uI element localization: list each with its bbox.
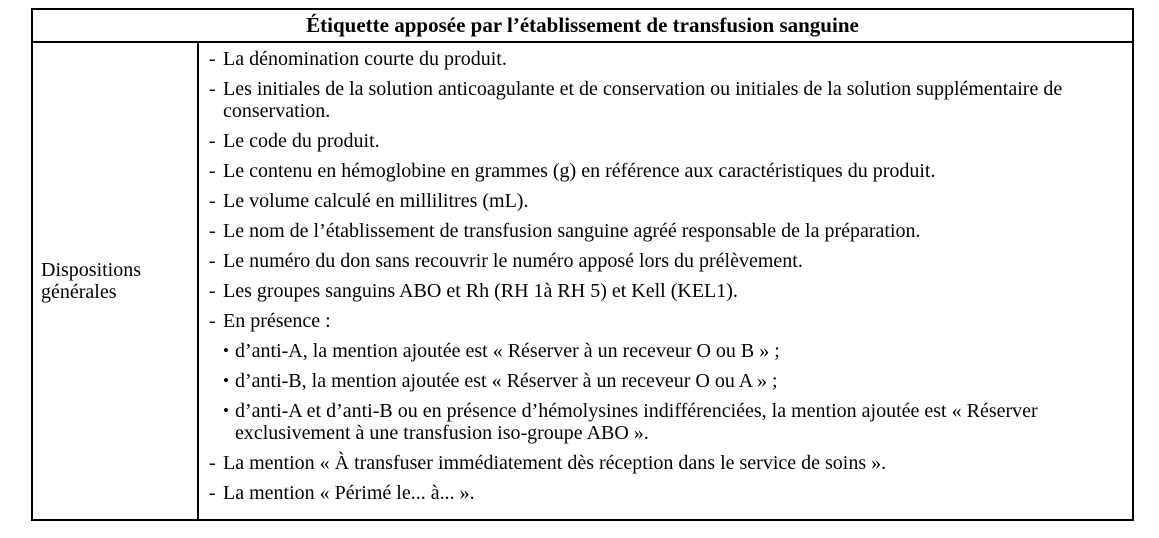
row-label-cell xyxy=(33,43,199,519)
list-item-text: Le code du produit. xyxy=(223,130,380,152)
list-item xyxy=(209,130,1124,152)
dash-marker: - xyxy=(209,78,216,100)
list-item-text: La mention « À transfuser immédiatement dès réception dans le service de soins ». xyxy=(223,452,887,474)
list-item-text: d’anti-A et d’anti-B ou en présence d’hémolysines indifférenciées, la mention ajoutée est « Réserver exclusivement à une transfusion iso-groupe ABO ». xyxy=(235,400,1043,444)
dash-marker: - xyxy=(209,220,216,242)
row-label-line-2: générales xyxy=(41,281,117,303)
sub-list-item xyxy=(209,340,1124,362)
dash-marker: - xyxy=(209,48,216,70)
table-title: Étiquette apposée par l’établissement de transfusion sanguine xyxy=(306,13,859,37)
dash-marker: - xyxy=(209,160,216,182)
list-item-text: Le volume calculé en millilitres (mL). xyxy=(223,190,529,212)
table-header xyxy=(33,10,1132,43)
dash-marker: - xyxy=(209,482,216,504)
list-item xyxy=(209,250,1124,272)
bullet-icon: • xyxy=(223,341,229,360)
requirements-list xyxy=(199,43,1132,519)
list-item-text: Le numéro du don sans recouvrir le numéro apposé lors du prélèvement. xyxy=(223,250,803,272)
dash-marker: - xyxy=(209,190,216,212)
list-item xyxy=(209,280,1124,302)
list-item-text: En présence : xyxy=(223,310,331,332)
list-item xyxy=(209,482,1124,504)
list-item-text: Le nom de l’établissement de transfusion sanguine agréé responsable de la préparation. xyxy=(223,220,921,242)
list-item xyxy=(209,220,1124,242)
list-item xyxy=(209,78,1124,122)
bullet-icon: • xyxy=(223,371,229,390)
dash-marker: - xyxy=(209,130,216,152)
list-item xyxy=(209,48,1124,70)
list-item xyxy=(209,160,1124,182)
bullet-icon: • xyxy=(223,401,229,420)
list-item-text: La mention « Périmé le... à... ». xyxy=(223,482,475,504)
list-item xyxy=(209,190,1124,212)
list-item xyxy=(209,310,1124,332)
list-item-text: La dénomination courte du produit. xyxy=(223,48,507,70)
list-item xyxy=(209,452,1124,474)
list-item-text: d’anti-A, la mention ajoutée est « Réserver à un receveur O ou B » ; xyxy=(235,340,780,362)
list-item-text: Les groupes sanguins ABO et Rh (RH 1à RH 5) et Kell (KEL1). xyxy=(223,280,738,302)
sub-list-item xyxy=(209,400,1124,444)
sub-list-item xyxy=(209,370,1124,392)
row-label-line-1: Dispositions xyxy=(41,259,142,281)
list-item-text: Les initiales de la solution anticoagulante et de conservation ou initiales de la solution supplémentaire de conservation. xyxy=(223,78,1068,122)
list-item-text: d’anti-B, la mention ajoutée est « Réserver à un receveur O ou A » ; xyxy=(235,370,778,392)
dash-marker: - xyxy=(209,452,216,474)
dash-marker: - xyxy=(209,310,216,332)
list-item-text: Le contenu en hémoglobine en grammes (g) en référence aux caractéristiques du produit. xyxy=(223,160,936,182)
dash-marker: - xyxy=(209,250,216,272)
dash-marker: - xyxy=(209,280,216,302)
label-requirements-table xyxy=(31,8,1134,521)
